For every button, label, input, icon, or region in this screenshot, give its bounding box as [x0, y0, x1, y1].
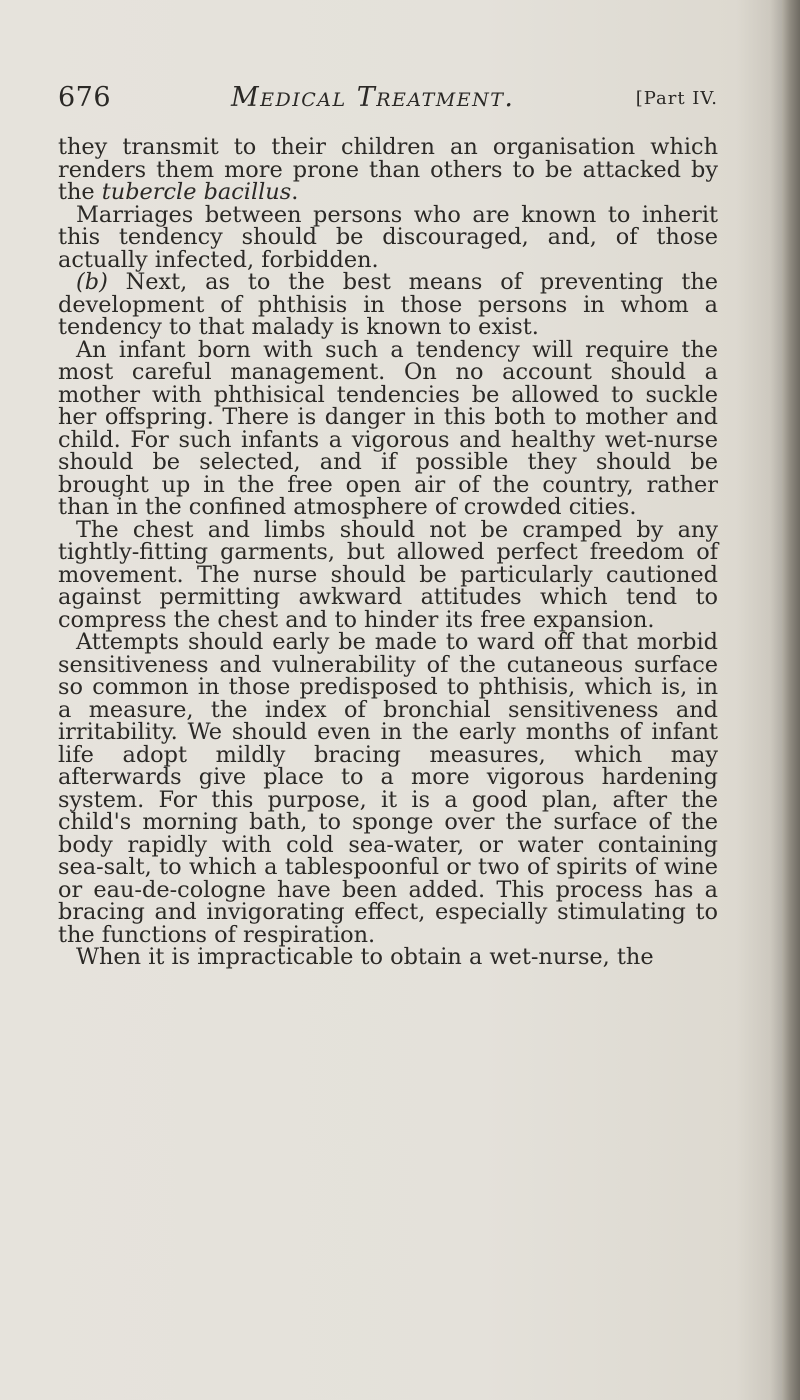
page-edge — [782, 0, 800, 1400]
paragraph-7: When it is impracticable to obtain a wet-nurse, the — [76, 944, 654, 970]
body-text — [58, 136, 718, 969]
part-label: [Part IV. — [635, 88, 718, 109]
page-number: 676 — [58, 82, 112, 113]
paragraph-1: they transmit to their children an organisation which renders them more prone than others to be attacked by the tubercle bacillus. — [58, 134, 718, 205]
list-marker: (b) — [76, 269, 108, 295]
paragraph-5: The chest and limbs should not be cramped by any tightly-fitting garments, but allowed perfect freedom of movement. The nurse should be particularly cautioned against permitting awkward attitudes which tend to compress the chest and to hinder its free expansion. — [58, 516, 718, 633]
emphasis-term: tubercle bacillus — [101, 179, 292, 205]
running-title: Medical Treatment. — [231, 82, 515, 113]
paragraph-6: Attempts should early be made to ward off that morbid sensitiveness and vulnerability of the cutaneous surface so common in those predisposed to phthisis, which is, in a measure, the index of bronchial sensitiveness and irritability. We should even in the early months of infant life adopt mildly bracing measures, which may afterwards give place to a more vigorous hardening system. For this purpose, it is a good plan, after the child's morning bath, to sponge over the surface of the body rapidly with cold sea-water, or water containing sea-salt, to which a tablespoonful or two of spirits of wine or eau-de-cologne have been added. This process has a bracing and invigorating effect, especially stimulating to the functions of respiration. — [58, 629, 718, 948]
paragraph-4: An infant born with such a tendency will require the most careful management. On no account should a mother with phthisical tendencies be allowed to suckle her offspring. There is danger in this both to mother and child. For such infants a vigorous and healthy wet-nurse should be selected, and if possible they should be brought up in the free open air of the country, rather than in the confined atmosphere of crowded cities. — [58, 336, 718, 520]
paragraph-3: (b) Next, as to the best means of preventing the development of phthisis in those persons in whom a tendency to that malady is known to exist. — [58, 269, 718, 340]
paragraph-2: Marriages between persons who are known to inherit this tendency should be discouraged, and, of those actually infected, forbidden. — [58, 201, 718, 273]
running-head — [58, 82, 718, 126]
binding-shadow — [770, 0, 782, 1400]
